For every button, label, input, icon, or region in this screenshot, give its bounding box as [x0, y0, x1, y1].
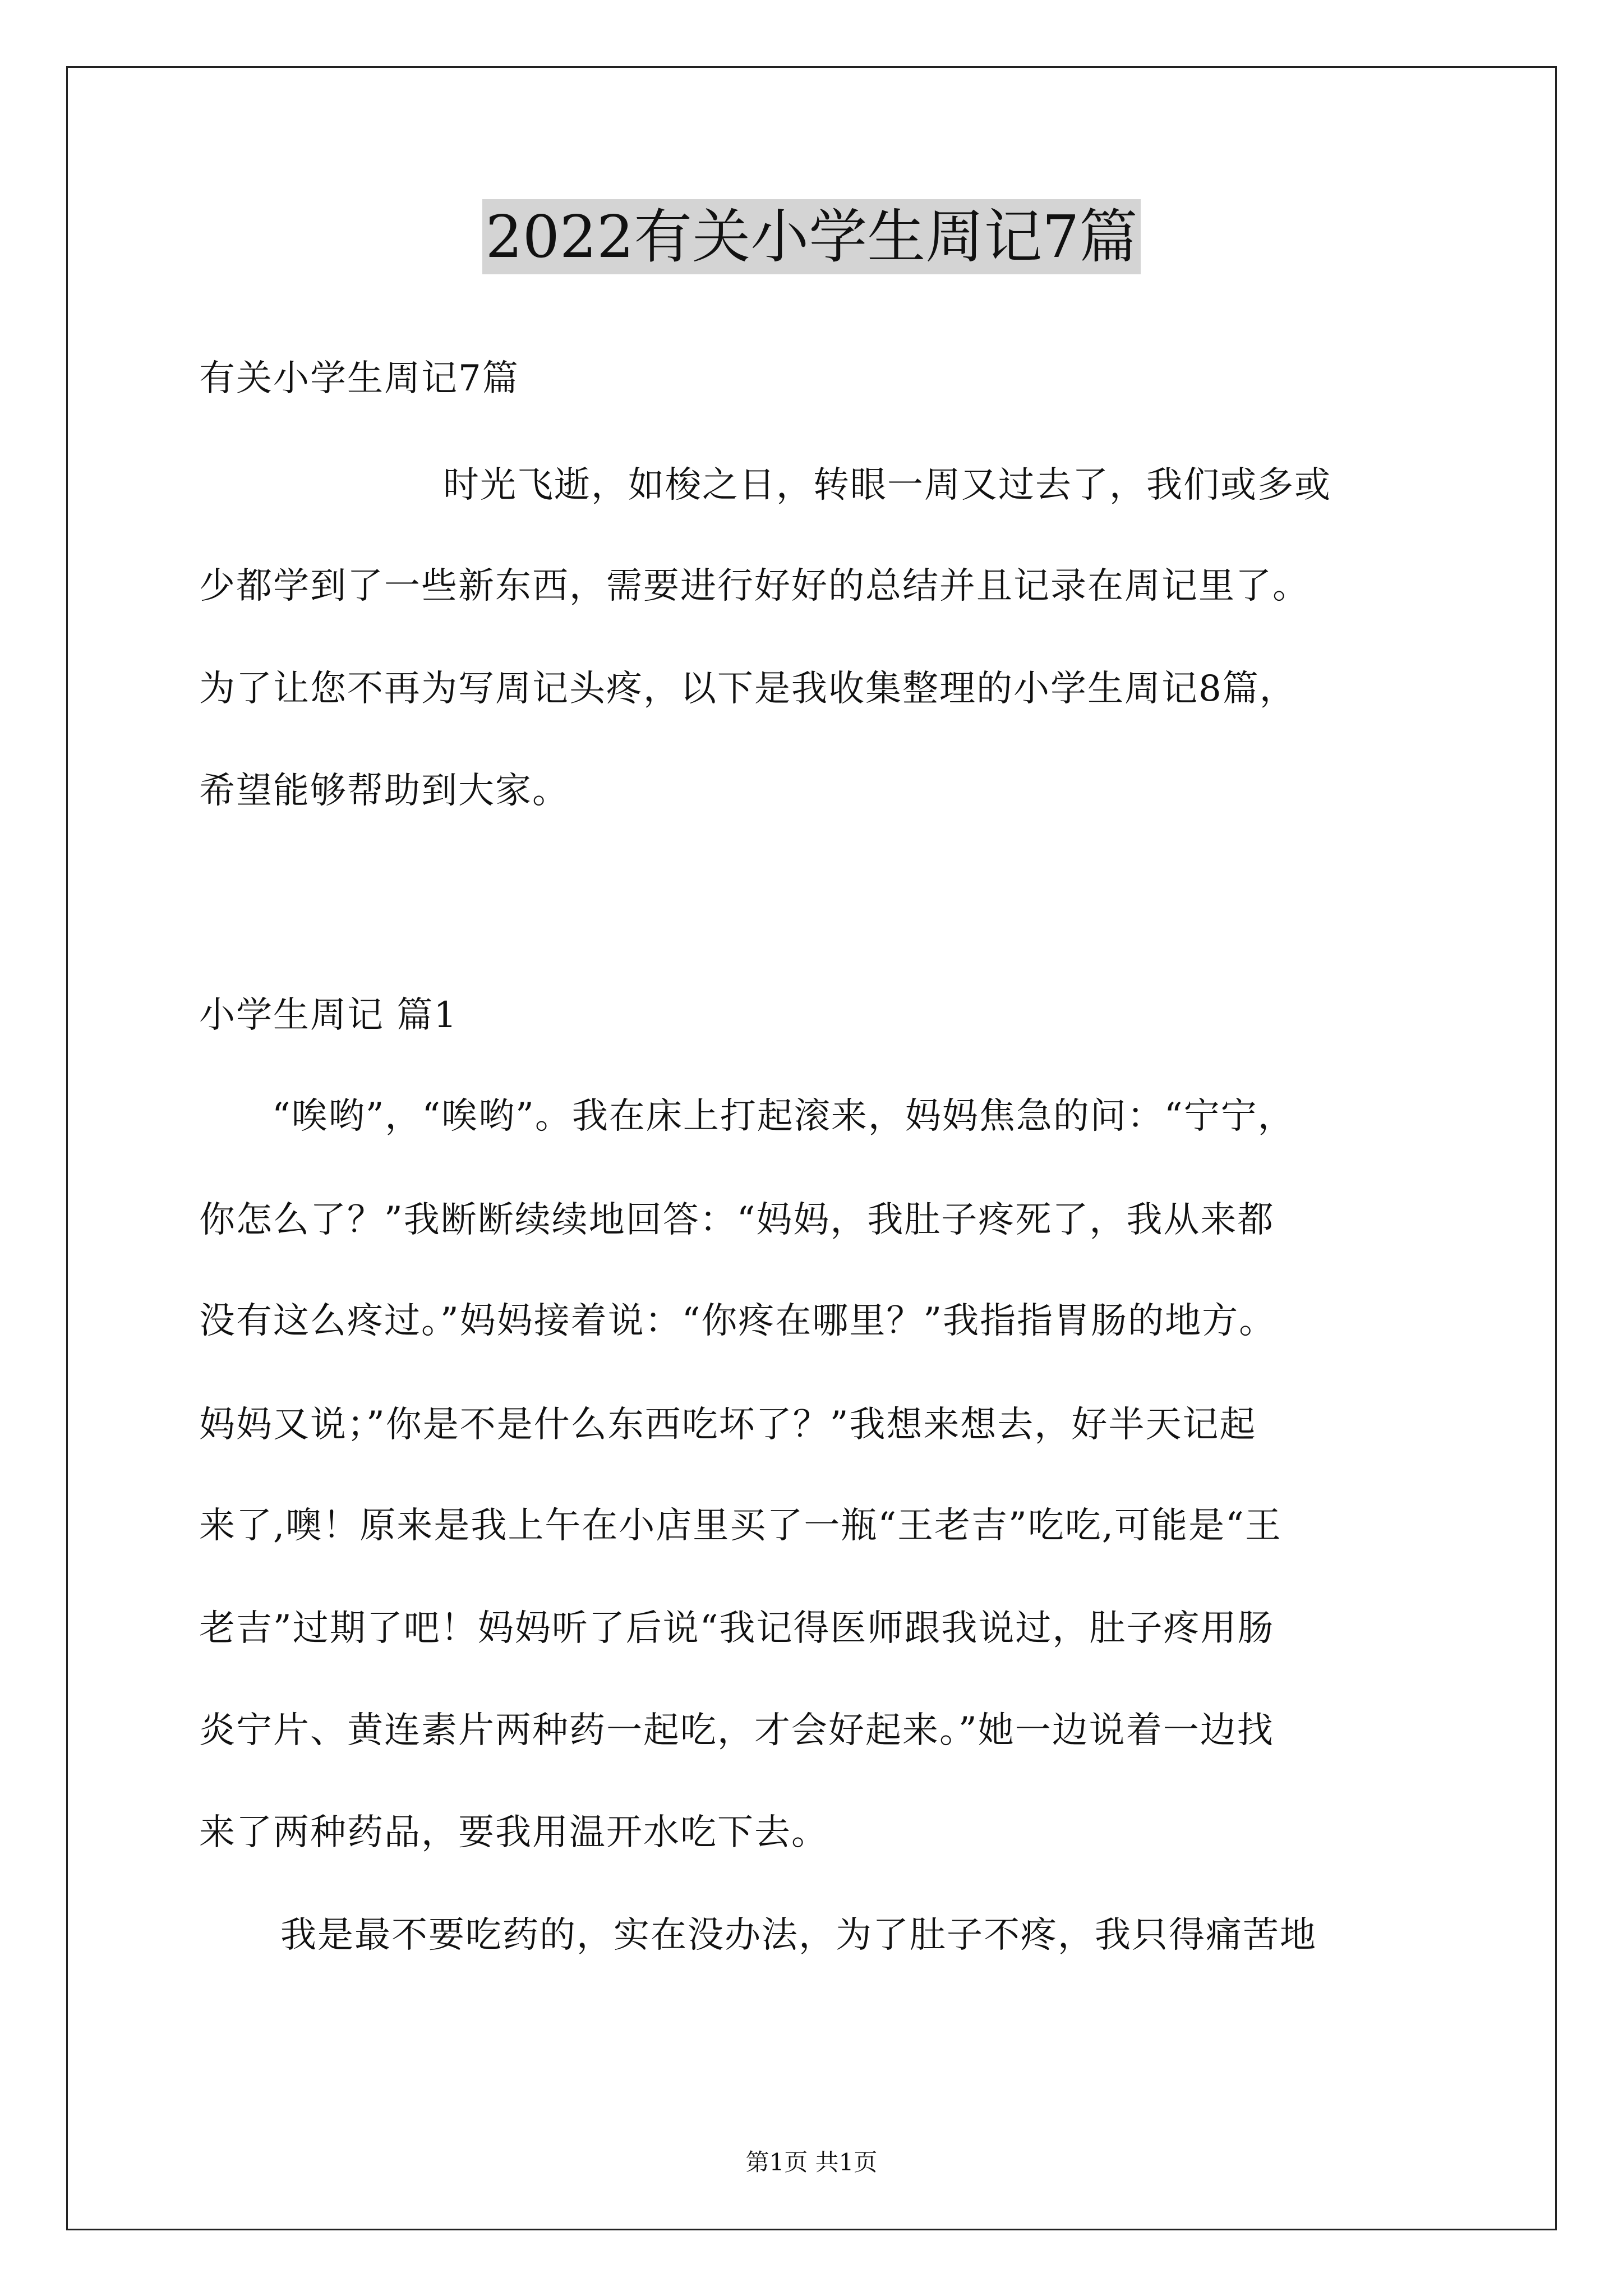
document-title: [0, 197, 1623, 276]
body-line-6: 老吉”过期了吧！妈妈听了后说“我记得医师跟我说过，肚子疼用肠: [199, 1608, 1275, 1649]
body-line-4: 妈妈又说；”你是不是什么东西吃坏了？”我想来想去，好半天记起: [199, 1404, 1257, 1446]
body-line-9: 我是最不要吃药的，实在没办法，为了肚子不疼，我只得痛苦地: [280, 1915, 1317, 1956]
body-line-8: 来了两种药品，要我用温开水吃下去。: [199, 1812, 828, 1853]
document-subtitle: 有关小学生周记7篇: [199, 358, 519, 399]
intro-line-1: 时光飞逝，如梭之日，转眼一周又过去了，我们或多或: [443, 464, 1331, 506]
body-line-5: 来了,噢！原来是我上午在小店里买了一瓶“王老吉”吃吃,可能是“王: [199, 1505, 1282, 1547]
document-title-text: 2022有关小学生周记7篇: [482, 199, 1141, 274]
intro-line-3: 为了让您不再为写周记头疼，以下是我收集整理的小学生周记8篇，: [199, 668, 1297, 710]
body-line-2: 你怎么了？”我断断续续地回答：“妈妈，我肚子疼死了，我从来都: [199, 1199, 1275, 1241]
intro-line-4: 希望能够帮助到大家。: [199, 770, 569, 812]
body-line-7: 炎宁片、黄连素片两种药一起吃，才会好起来。”她一边说着一边找: [199, 1710, 1274, 1751]
section-heading: 小学生周记 篇1: [199, 995, 458, 1036]
body-line-3: 没有这么疼过。”妈妈接着说：“你疼在哪里？”我指指胃肠的地方。: [199, 1300, 1276, 1342]
page-footer: 第1页 共1页: [745, 2148, 878, 2176]
intro-line-2: 少都学到了一些新东西，需要进行好好的总结并且记录在周记里了。: [199, 565, 1310, 607]
body-line-1: “唉哟”，“唉哟”。我在床上打起滚来，妈妈焦急的问：“宁宁，: [272, 1096, 1295, 1137]
